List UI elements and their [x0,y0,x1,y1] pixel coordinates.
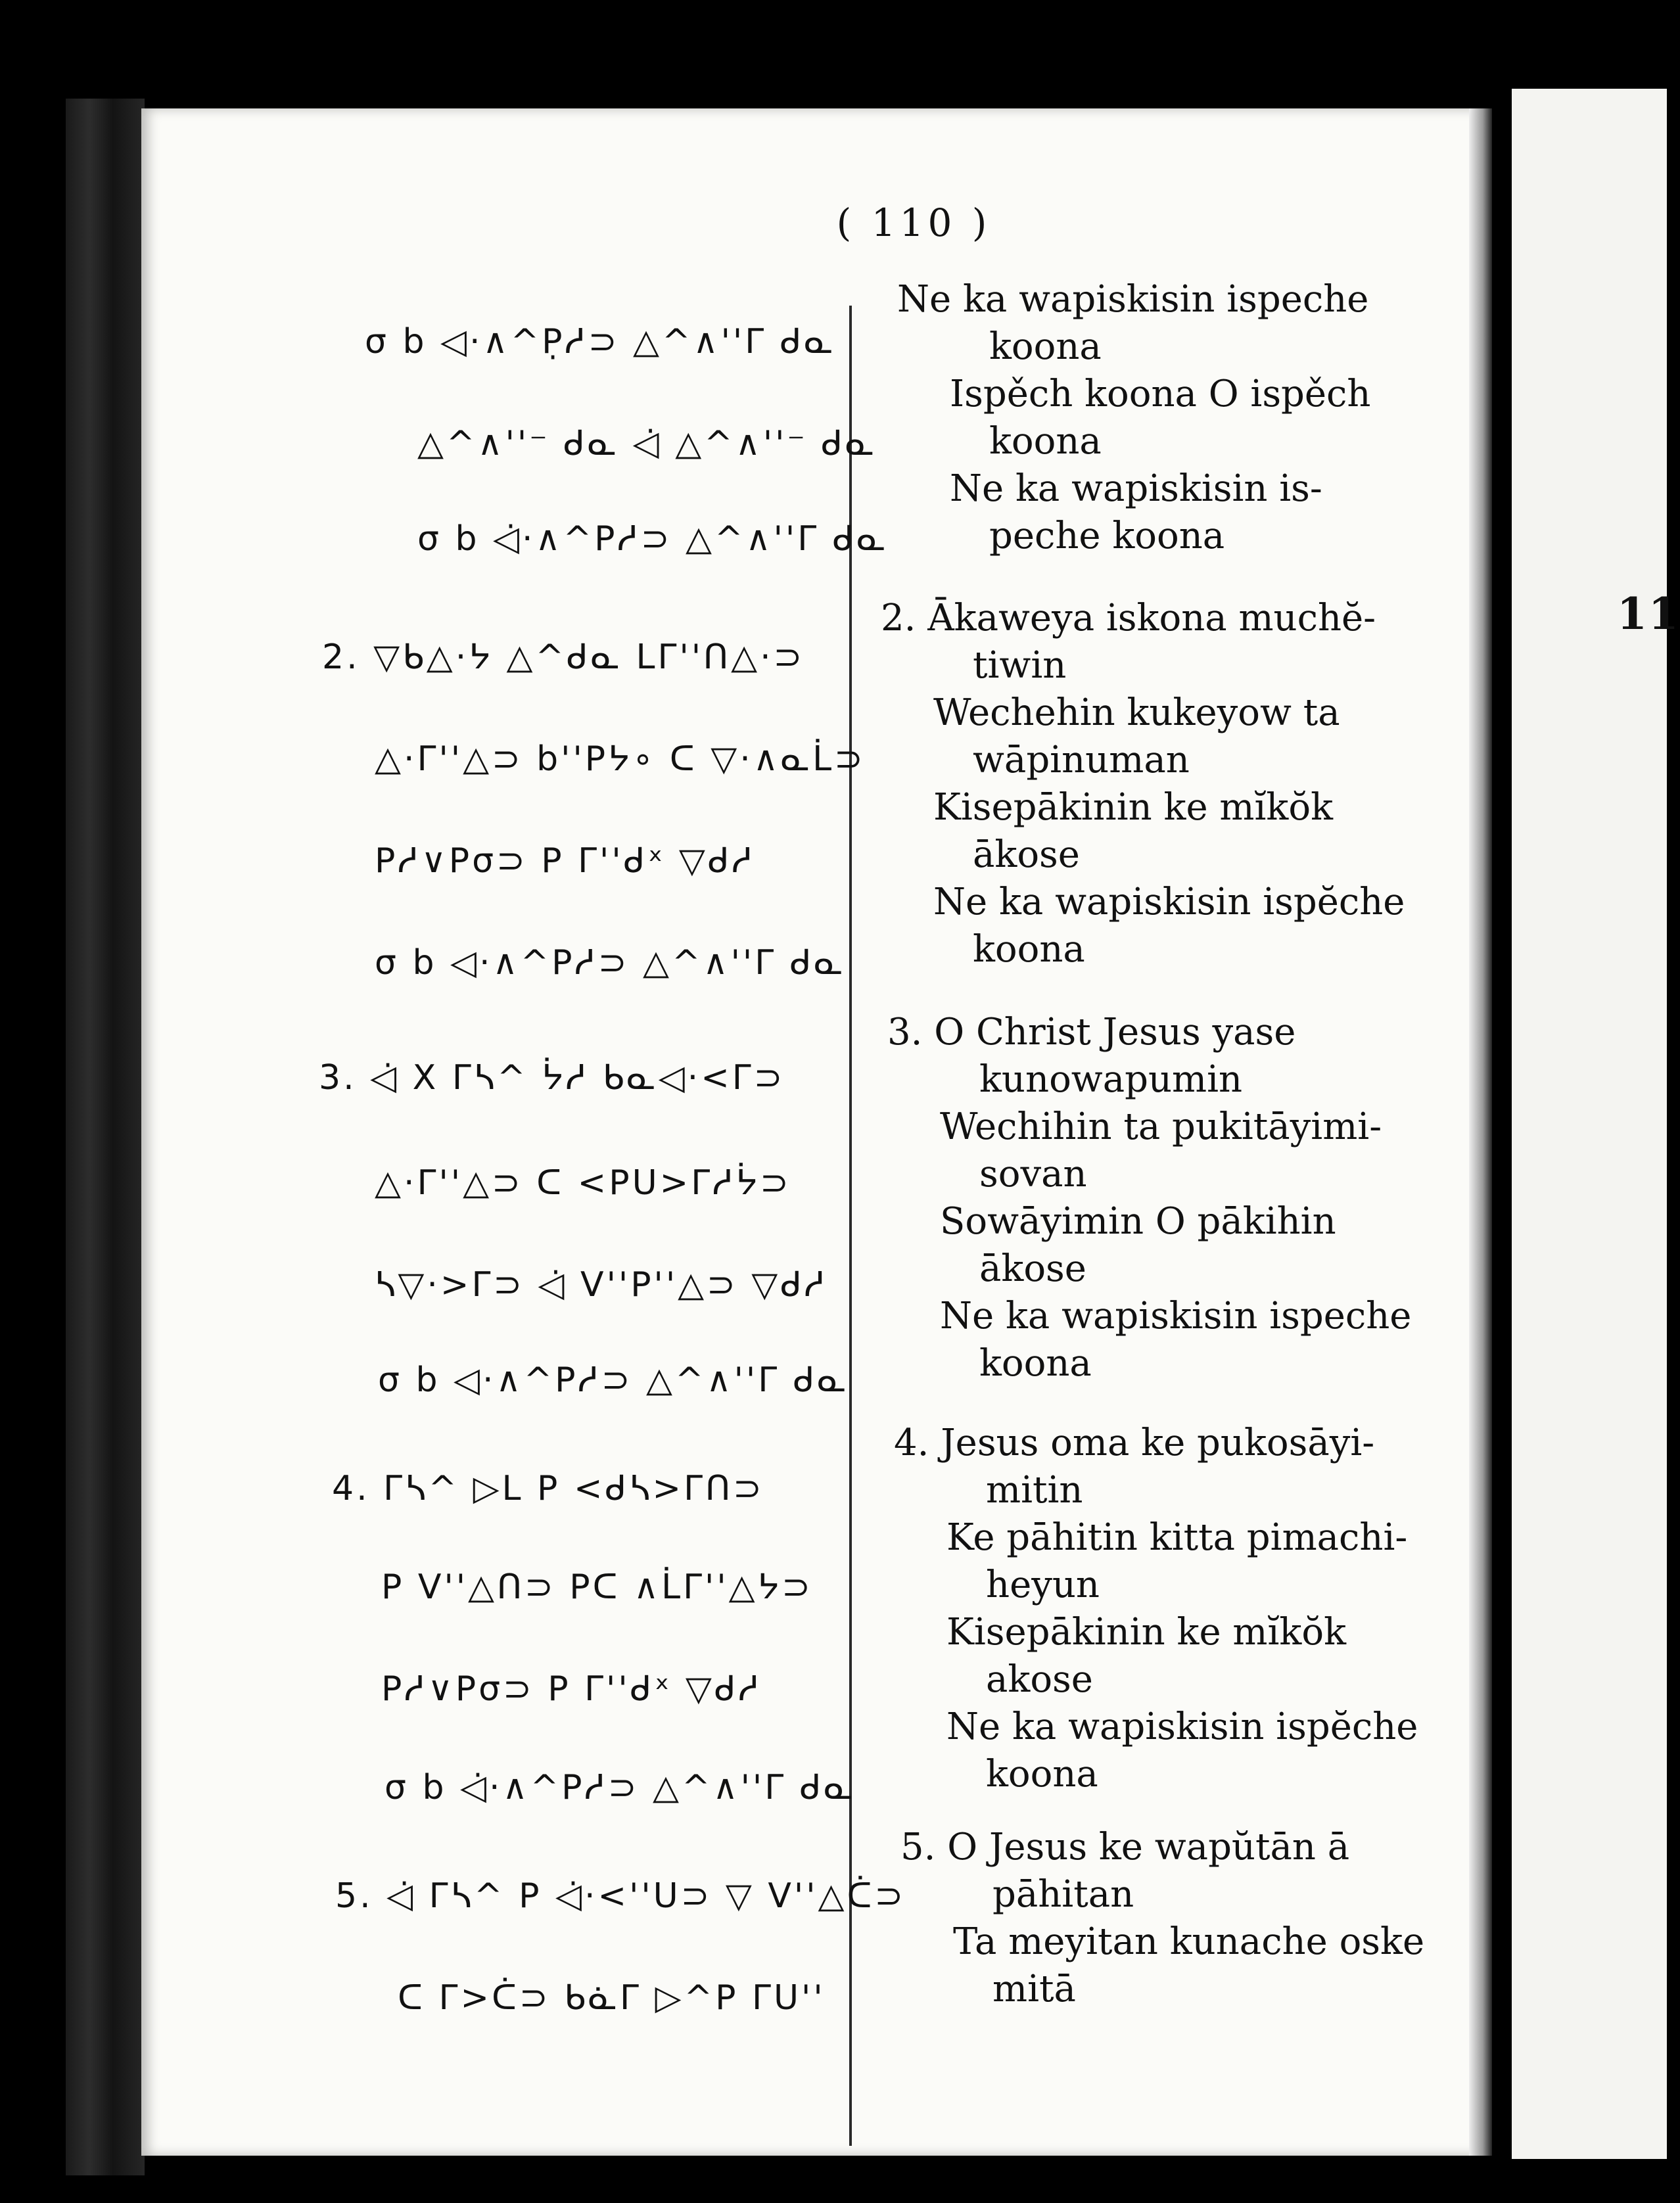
roman-line: 3. O Christ Jesus yase [887,1011,1296,1054]
roman-line: heyun [986,1564,1100,1606]
syllabic-line: 3. ◁̇ X Γᓴ^ ᔮᓱ ᑲᓇ◁·<Γ⊃ [319,1058,785,1098]
roman-line: 5. O Jesus ke wapŭtān ā [900,1826,1350,1868]
syllabic-line: ᑕ Γ>ᑖ⊃ ᑲᓈΓ ▷^P ΓU'' [398,1978,826,2018]
roman-verse-4 [894,1420,1479,1798]
roman-line: Ne ka wapiskisin ispeche [940,1295,1412,1337]
roman-line: tiwin [973,644,1067,687]
syllabic-line: σ b ◁̇·∧^Pᓱ⊃ △^∧''Γ ᑯᓇ [385,1768,856,1807]
roman-line: koona [989,420,1102,463]
syllabic-line: 5. ◁̇ Γᓴ^ P ◁̇·<''U⊃ ▽ V''△ᑖ⊃ [335,1876,906,1916]
book-page [141,108,1492,2156]
roman-line: Wechihin ta pukitāyimi- [940,1105,1382,1148]
roman-line: sovan [979,1153,1087,1195]
syllabic-line: △^∧''⁻ ᑯᓇ ◁̇ △^∧''⁻ ᑯᓇ [417,424,877,463]
roman-line: Ne ka wapiskisin ispĕche [933,881,1405,923]
roman-line: 2. Ākaweya iskona muchĕ- [881,597,1376,639]
roman-line: Kisepākinin ke mĭkŏk [946,1611,1347,1654]
roman-line: Wechehin kukeyow ta [933,691,1340,734]
syllabic-line: △·Γ''△⊃ ᑕ <PU>Γᓱᔮ⊃ [375,1163,791,1203]
roman-line: mitin [986,1469,1083,1512]
next-page-number: 11 [1617,588,1680,639]
next-page-edge [1512,89,1680,2159]
syllabic-line: ᓴ▽·>Γ⊃ ◁̇ V''P''△⊃ ▽ᑯᓱ [375,1265,828,1305]
roman-line: Ispěch koona O ispěch [950,373,1371,415]
roman-line: Sowāyimin O pākihin [940,1200,1336,1243]
syllabic-line: △·Γ''△⊃ b''Pᔭ∘ ᑕ ▽·∧ᓇᒫ⊃ [375,739,866,779]
roman-line: peche koona [989,515,1225,557]
roman-line: wāpinuman [973,739,1190,781]
roman-line: Ne ka wapiskisin is- [950,467,1322,510]
roman-line: Ne ka wapiskisin ispĕche [946,1705,1418,1748]
syllabic-line: σ b ◁·∧^Pᓱ⊃ △^∧''Γ ᑯᓇ [378,1360,849,1400]
syllabic-line: Pᓱ∨Pσ⊃ P Γ''ᑯˣ ▽ᑯᓱ [381,1669,762,1709]
roman-line: koona [986,1753,1098,1796]
roman-line: Ta meyitan kunache oske [953,1920,1425,1963]
roman-line: kunowapumin [979,1058,1243,1101]
syllabic-line: Pᓱ∨Pσ⊃ P Γ''ᑯˣ ▽ᑯᓱ [375,841,755,881]
page-number: ( 110 ) [836,200,991,245]
syllabic-line: P V''△ᑎ⊃ Pᑕ ∧ᒫΓ''△ᔭ⊃ [381,1567,813,1607]
roman-line: mitā [992,1968,1076,2010]
roman-line: Ne ka wapiskisin ispeche [897,278,1369,321]
roman-line: Kisepākinin ke mĭkŏk [933,786,1334,829]
roman-line: akose [986,1658,1093,1701]
roman-verse-5 [900,1824,1485,2013]
syllabic-line: σ b ◁·∧^Pᓱ⊃ △^∧''Γ ᑯᓇ [375,943,846,983]
roman-line: koona [989,325,1102,368]
roman-line: ākose [973,833,1080,876]
roman-line: pāhitan [992,1873,1134,1916]
column-divider [849,306,852,2146]
roman-verse-2 [881,595,1466,973]
roman-line: 4. Jesus oma ke pukosāyi- [894,1422,1375,1464]
roman-line: koona [979,1342,1092,1385]
syllabic-line: σ b ◁̇·∧^Pᓱ⊃ △^∧''Γ ᑯᓇ [417,519,889,559]
syllabic-line: 4. Γᓴ^ ▷L P <ᑯᓴ>Γᑎ⊃ [332,1469,764,1508]
roman-line: Ke pāhitin kitta pimachi- [946,1516,1408,1559]
roman-verse-1 [897,276,1482,560]
book-spine [66,99,145,2175]
syllabic-line: σ b ◁·∧^P̣ᓱ⊃ △^∧''Γ ᑯᓇ [365,322,836,361]
roman-line: koona [973,928,1085,971]
roman-verse-3 [887,1009,1472,1387]
syllabic-line: 2. ▽ᑲ△·ᔭ △^ᑯᓇ ᒪΓ''ᑎ△·⊃ [322,638,805,677]
roman-line: ākose [979,1247,1086,1290]
